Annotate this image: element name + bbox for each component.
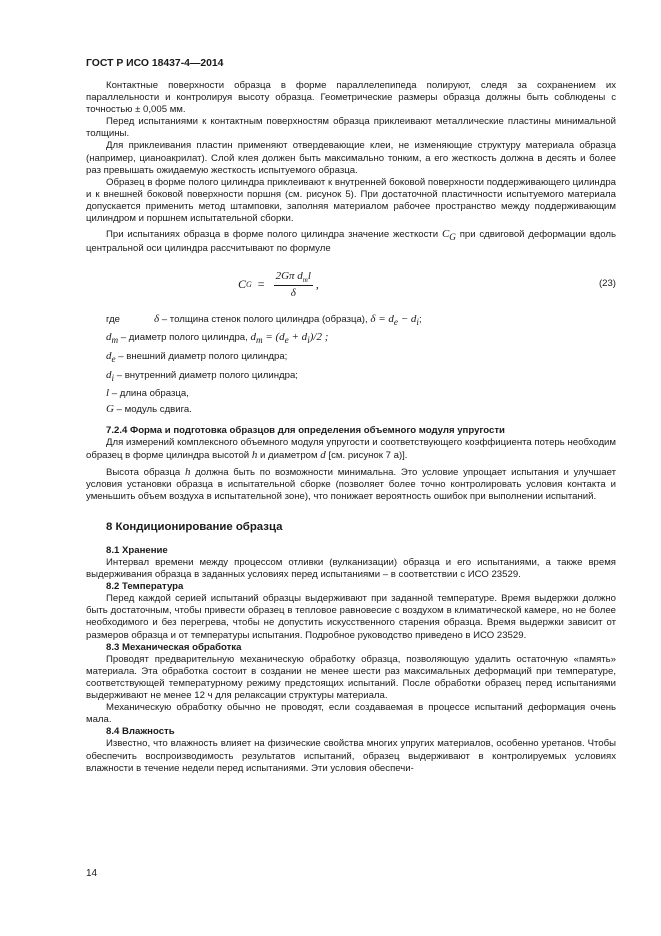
paragraph: Для измерений комплексного объемного модуля упругости и соответствующего коэффициента потерь необходим образец в форме цилиндра высотой h и диаметром d [см. рисунок 7 а)]. (86, 437, 616, 462)
paragraph: Образец в форме полого цилиндра приклеивают к внутренней боковой поверхности поддерживающего цилиндра и к внешней боковой поверхности поршня (см. рисунок 5). При достаточной пластичности испытуемого материала допускается применить метод штамповки, заполняя материалом рабочее пространство между поддерживающим цилиндром и поршнем испытательной сборки. (86, 176, 616, 225)
section-heading: 7.2.4 Форма и подготовка образцов для определения объемного модуля упругости (106, 425, 505, 437)
symbol-definitions (106, 312, 616, 418)
paragraph: Перед каждой серией испытаний образцы выдерживают при заданной температуре. Время выдержки должно быть достаточным, чтобы привести образец в тепловое равновесие с воздухом в климатической камере, но не более необходимого и без перегрева, чтобы не допустить искусственного старения образца. Время выдержки зависит от размеров образца и от температуры испытания. Подробное руководство приведено в ИСО 23529. (86, 593, 616, 641)
paragraph: Механическую обработку обычно не проводят, если создаваемая в процессе испытаний деформация очень мала. (86, 702, 616, 726)
document-header: ГОСТ Р ИСО 18437-4—2014 (86, 58, 224, 69)
paragraph: Контактные поверхности образца в форме параллелепипеда полируют, следя за сохранением их параллельности и контролируя высоту образца. Геометрические размеры образца должны быть соблюдены с точностью ± 0,005 мм. (86, 80, 616, 116)
equation-number: (23) (598, 277, 616, 289)
paragraph: Высота образца h должна быть по возможности минимальна. Это условие упрощает испытания и улучшает условия установки образца в испытательной сборке (позволяет более точно контролировать условия контакта и уменьшить объем воздуха в испытательной зоне), что понижает вероятность ошибок при выполнении испытаний. (86, 465, 616, 502)
text-span: при сдвиговой деформации вдоль центральной оси цилиндра рассчитывают по формуле (86, 229, 617, 255)
paragraph: Интервал времени между процессом отливки (вулканизации) образца и его испытаниями, а также время выдерживания образца в заданных условиях перед испытаниями – в соответствии с ИСО 23529. (86, 557, 616, 581)
math-symbol: $C_G$ (441, 228, 456, 243)
paragraph: Для приклеивания пластин применяют отвердевающие клеи, не изменяющие структуру материала образца (например, цианоакрилат). Слой клея должен быть максимально тонким, а его жесткость должна в десять и более раз превышать ожидаемую жесткость испытуемого образца. (86, 140, 616, 176)
fraction: $\frac{2G\pi d_ml}{\delta}$ (275, 269, 311, 299)
definition-row: l – длина образца, (106, 387, 189, 400)
definition-row: G – модуль сдвига. (106, 402, 192, 415)
definition-row: $d_i$ – внутренний диаметр полого цилиндра; (106, 368, 298, 383)
formula-expression: C G = $\frac{2G\pi d_ml}{\delta}$ , (238, 269, 319, 299)
text-span: При испытаниях образца в форме полого цилиндра значение жесткости (106, 229, 439, 241)
paragraph: Проводят предварительную механическую обработку образца, позволяющую удалить остаточную «память» материала. Эта обработка состоит в создании не менее шести раз максимальных деформаций при температуре, соответствующей температурному режиму предстоящих испытаний. После обработки образец перед испытаниями выдерживают не менее 12 ч для релаксации структуры материала. (86, 653, 616, 702)
paragraph: Перед испытаниями к контактным поверхностям образца приклеивают металлические пластины минимальной толщины. (86, 116, 616, 140)
formula-23 (86, 266, 616, 312)
definition-row: где δ – толщина стенок полого цилиндра (образца), $\delta = d_e - d_i$; (106, 312, 422, 327)
subsection-heading: 8.2 Температура (106, 581, 184, 593)
paragraph: Известно, что влажность влияет на физические свойства многих упругих материалов, особенно уретанов. Чтобы обеспечить воспроизводимость результатов испытаний, образец выдерживают в контролируемых условиях влажности в течение недели перед испытаниями. Эти условия обеспечи- (86, 738, 616, 774)
section-heading: 8 Кондиционирование образца (106, 520, 283, 533)
subsection-heading: 8.3 Механическая обработка (106, 641, 242, 653)
definition-row: $d_e$ – внешний диаметр полого цилиндра; (106, 349, 288, 365)
subsection-heading: 8.1 Хранение (106, 544, 168, 556)
definition-row: $d_m$ – диаметр полого цилиндра, $d_m = (d_e + d_i)/2$ ; (106, 331, 329, 346)
page-body (86, 80, 616, 775)
page-number: 14 (86, 868, 98, 879)
paragraph (86, 228, 616, 255)
subsection-heading: 8.4 Влажность (106, 726, 175, 738)
